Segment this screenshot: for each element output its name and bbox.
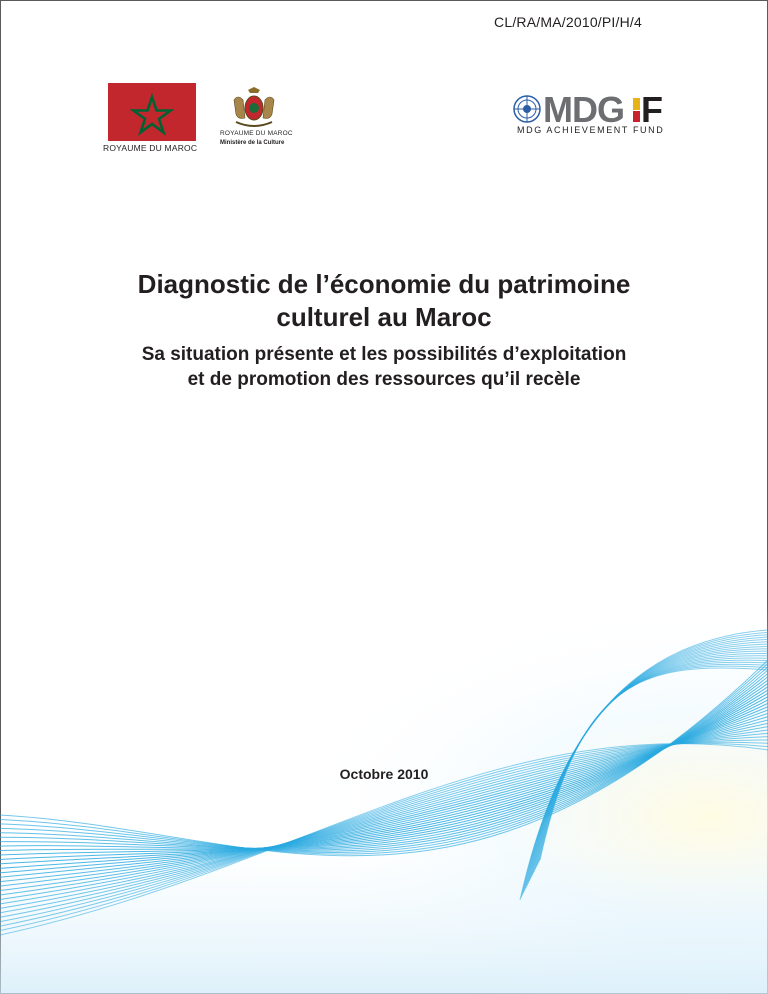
subtitle-line-1: Sa situation présente et les possibilités d’exploitation <box>141 344 627 365</box>
svg-text:F: F <box>641 90 662 130</box>
ministry-caption: Ministère de la Culture <box>220 140 285 146</box>
document-title <box>60 268 708 334</box>
un-emblem-icon <box>512 94 542 124</box>
title-line-1: Diagnostic de l’économie du patrimoine <box>137 269 631 299</box>
decorative-waves <box>0 600 768 994</box>
morocco-flag-icon <box>108 83 196 141</box>
flag-caption: ROYAUME DU MAROC <box>103 143 198 153</box>
mdgf-tagline: MDG ACHIEVEMENT FUND <box>517 125 665 135</box>
publication-date: Octobre 2010 <box>339 766 429 782</box>
mdgf-logo-icon <box>543 90 665 130</box>
title-line-2: culturel au Maroc <box>276 302 492 332</box>
coat-caption: ROYAUME DU MAROC <box>220 130 293 137</box>
svg-text:MDG: MDG <box>543 90 624 130</box>
coat-of-arms-icon <box>228 86 280 130</box>
reference-code: CL/RA/MA/2010/PI/H/4 <box>494 14 642 30</box>
document-subtitle <box>60 342 708 392</box>
subtitle-line-2: et de promotion des ressources qu’il recèle <box>187 369 581 390</box>
